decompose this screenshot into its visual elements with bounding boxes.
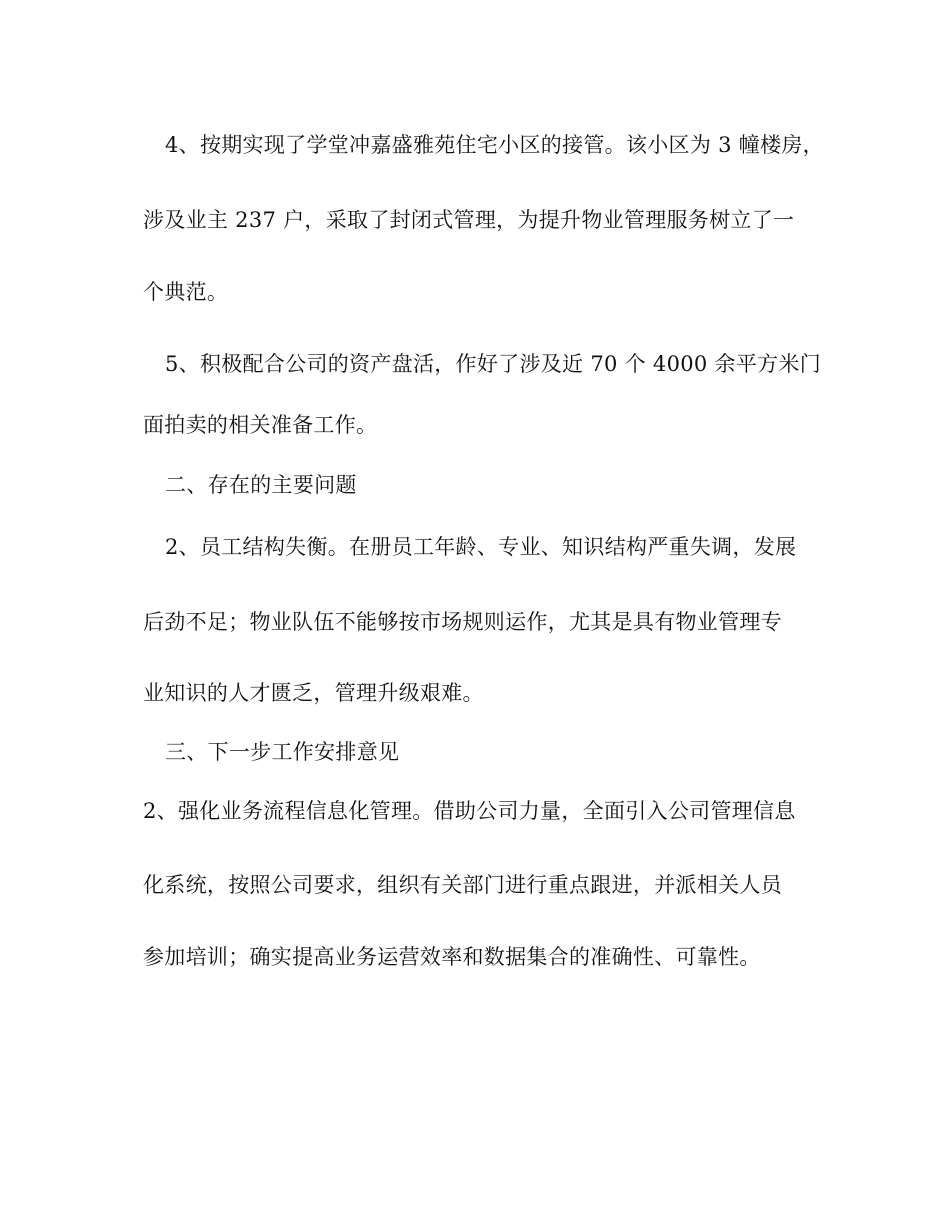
problem-2-line-3: 业知识的人才匮乏，管理升级艰难。 (143, 681, 484, 705)
paragraph-5-line-2: 面拍卖的相关准备工作。 (143, 413, 378, 437)
paragraph-5-line-1: 5、积极配合公司的资产盘活，作好了涉及近 70 个 4000 余平方米门 (165, 352, 822, 376)
paragraph-4-line-1: 4、按期实现了学堂冲嘉盛雅苑住宅小区的接管。该小区为 3 幢楼房， (165, 133, 824, 157)
paragraph-4-line-2: 涉及业主 237 户，采取了封闭式管理，为提升物业管理服务树立了一 (143, 208, 795, 232)
paragraph-4-line-3: 个典范。 (143, 280, 229, 304)
section-heading-problems: 二、存在的主要问题 (165, 473, 357, 497)
next-step-2-line-3: 参加培训；确实提高业务运营效率和数据集合的准确性、可靠性。 (143, 945, 761, 969)
problem-2-line-2: 后劲不足；物业队伍不能够按市场规则运作，尤其是具有物业管理专 (143, 610, 782, 634)
section-heading-next-steps: 三、下一步工作安排意见 (165, 740, 400, 764)
problem-2-line-1: 2、员工结构失衡。在册员工年龄、专业、知识结构严重失调，发展 (165, 535, 797, 559)
next-step-2-line-2: 化系统，按照公司要求，组织有关部门进行重点跟进，并派相关人员 (143, 873, 782, 897)
next-step-2-line-1: 2、强化业务流程信息化管理。借助公司力量，全面引入公司管理信息 (143, 799, 796, 823)
